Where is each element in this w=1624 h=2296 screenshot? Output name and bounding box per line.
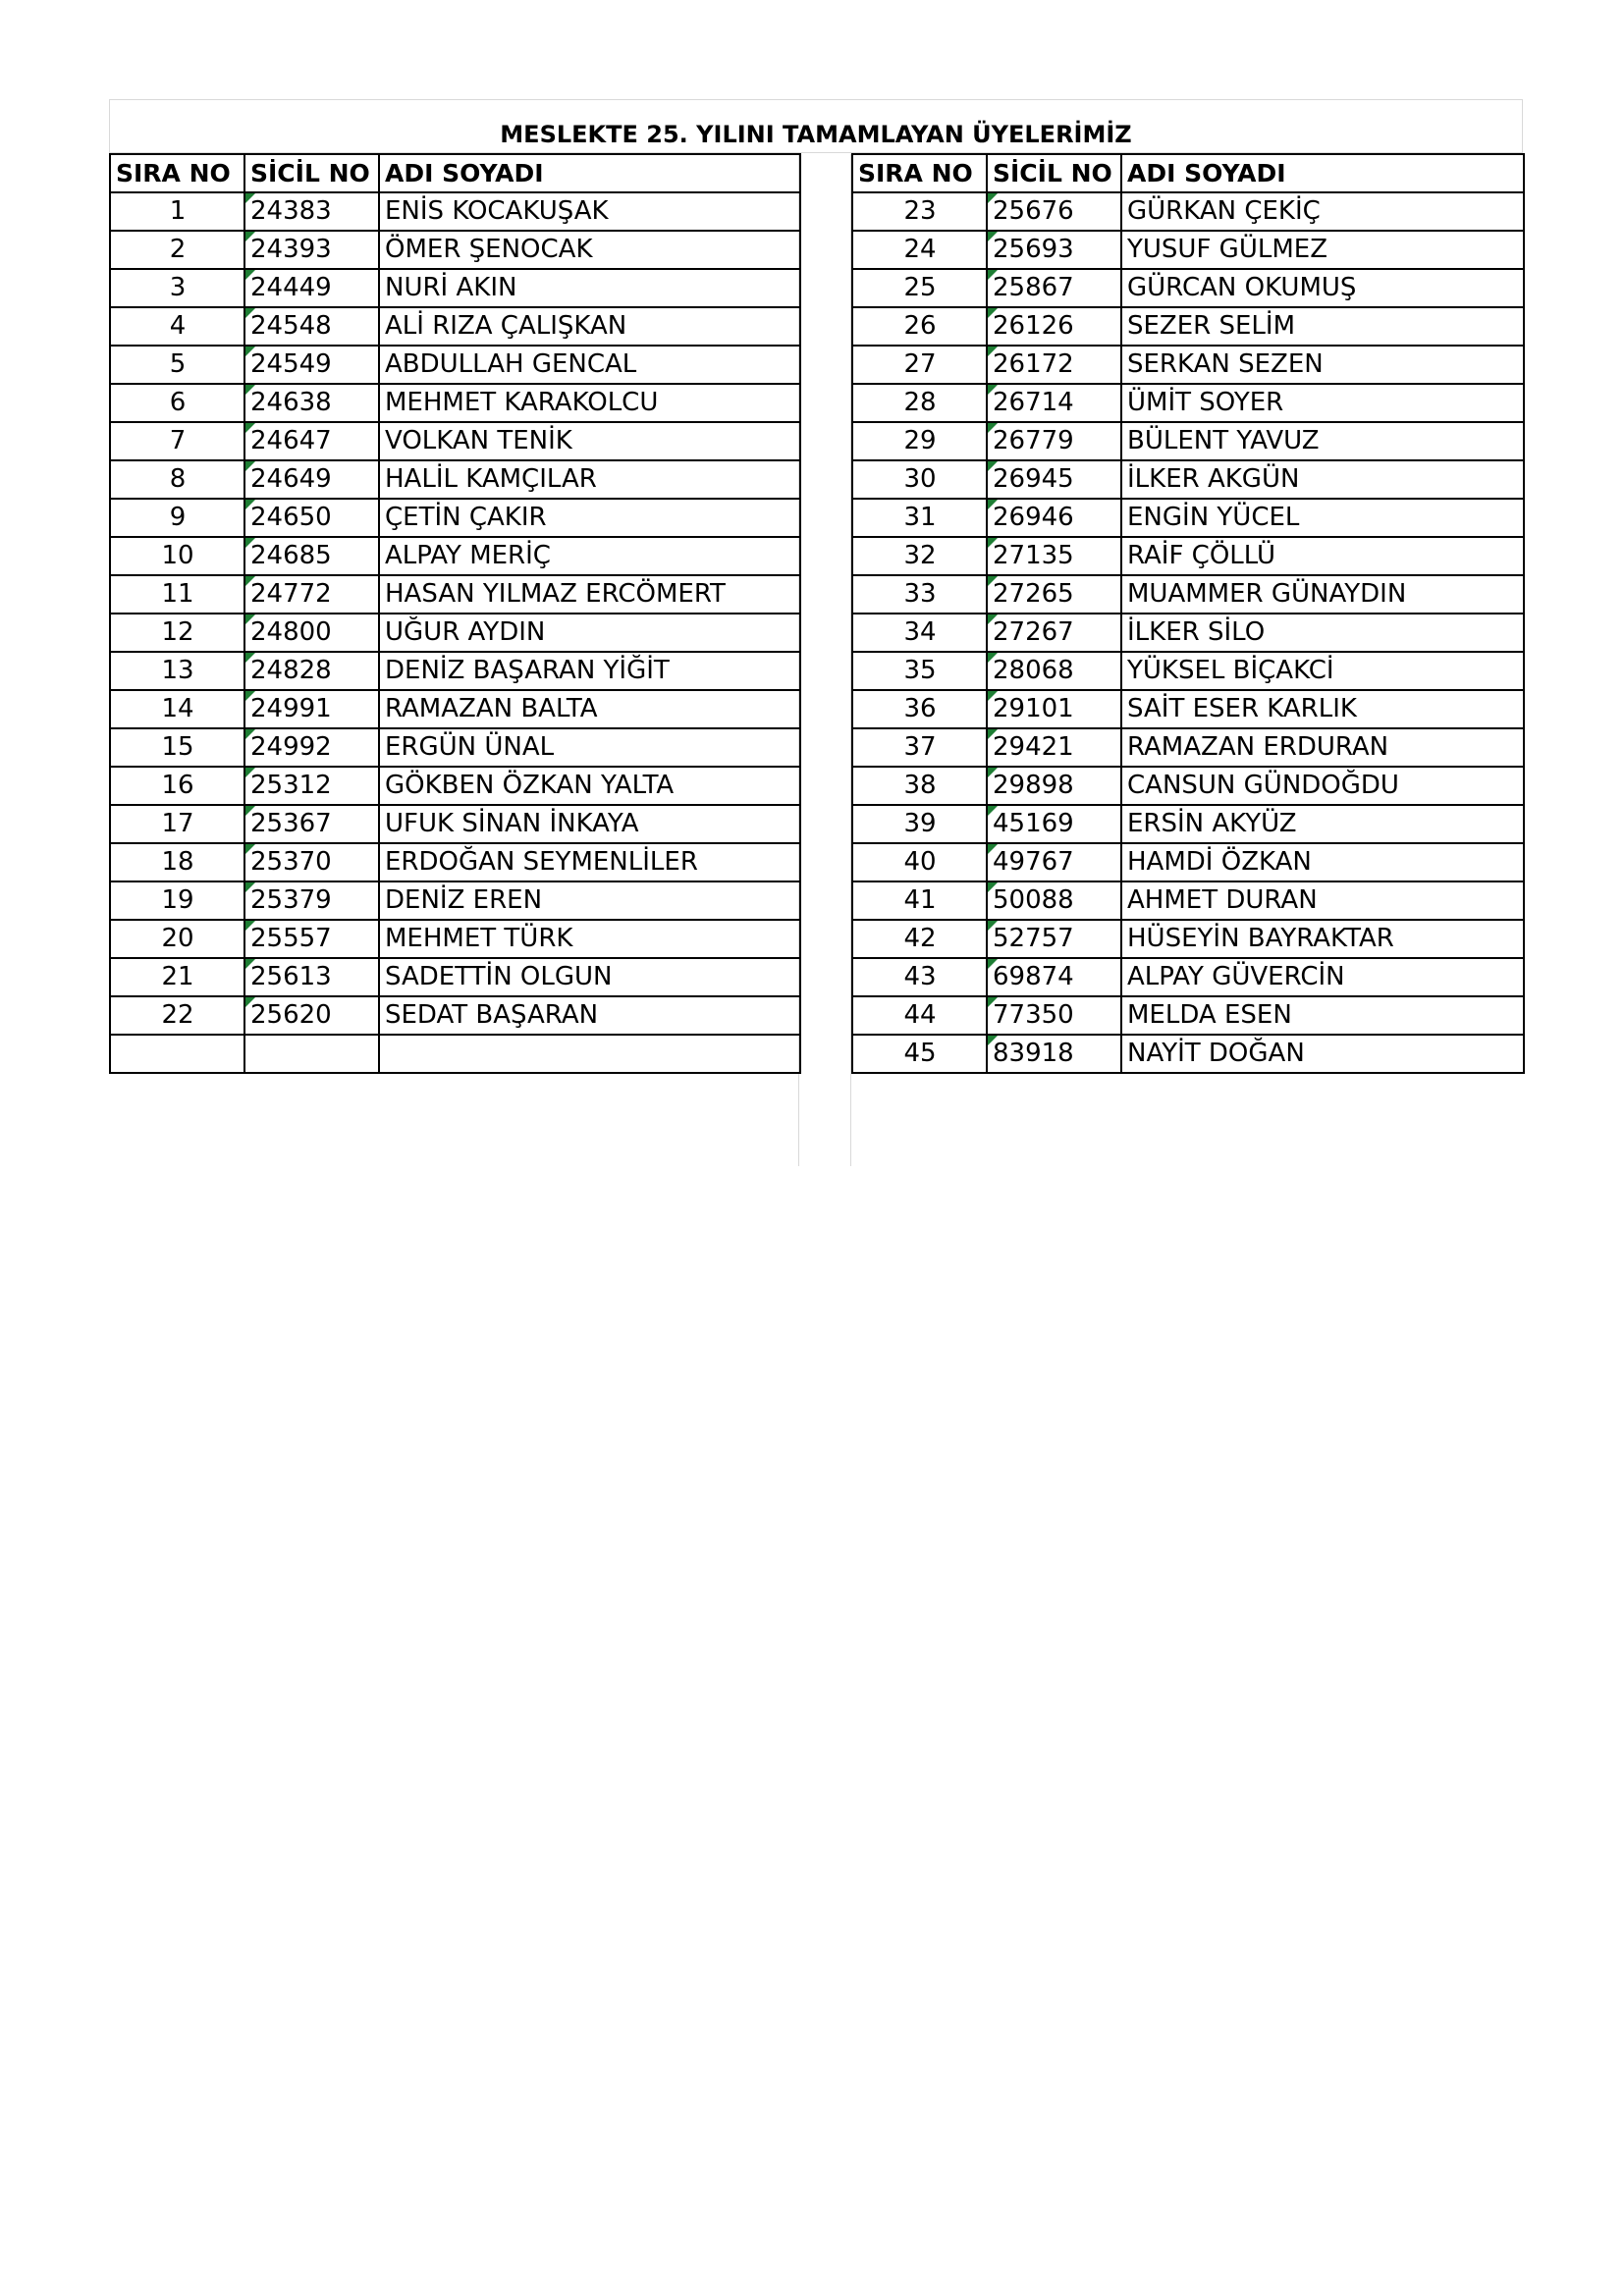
table-row [852, 192, 1524, 231]
adi-soyadi-cell: NAYİT DOĞAN [1121, 1035, 1524, 1073]
table-row [852, 384, 1524, 422]
table-row [110, 805, 800, 843]
table-row [852, 499, 1524, 537]
sicil-no-cell: 25312 [244, 767, 379, 805]
sicil-no-cell: 24772 [244, 575, 379, 614]
adi-soyadi-cell: ENGİN YÜCEL [1121, 499, 1524, 537]
sira-no-cell [110, 1035, 244, 1073]
sicil-no-cell: 50088 [987, 881, 1121, 920]
table-row [852, 652, 1524, 690]
sira-no-cell: 39 [852, 805, 987, 843]
members-table-right [851, 153, 1525, 1074]
table-row [852, 307, 1524, 346]
sicil-no-cell: 29898 [987, 767, 1121, 805]
sira-no-cell: 28 [852, 384, 987, 422]
sicil-no-cell: 24383 [244, 192, 379, 231]
sicil-no-cell [244, 1035, 379, 1073]
table-row [110, 881, 800, 920]
sira-no-cell: 10 [110, 537, 244, 575]
adi-soyadi-cell: MELDA ESEN [1121, 996, 1524, 1035]
sicil-no-cell: 27265 [987, 575, 1121, 614]
sicil-no-cell: 26714 [987, 384, 1121, 422]
table-row [110, 767, 800, 805]
sira-no-cell: 36 [852, 690, 987, 728]
sicil-no-cell: 29101 [987, 690, 1121, 728]
adi-soyadi-cell: GÜRCAN OKUMUŞ [1121, 269, 1524, 307]
sira-no-cell: 33 [852, 575, 987, 614]
table-row [110, 384, 800, 422]
sira-no-cell: 35 [852, 652, 987, 690]
adi-soyadi-cell: RAMAZAN ERDURAN [1121, 728, 1524, 767]
adi-soyadi-cell: SEZER SELİM [1121, 307, 1524, 346]
adi-soyadi-cell: ERSİN AKYÜZ [1121, 805, 1524, 843]
adi-soyadi-cell: ERDOĞAN SEYMENLİLER [379, 843, 800, 881]
adi-soyadi-cell: ÇETİN ÇAKIR [379, 499, 800, 537]
table-row [110, 1035, 800, 1073]
sira-no-cell: 21 [110, 958, 244, 996]
adi-soyadi-cell: ÖMER ŞENOCAK [379, 231, 800, 269]
adi-soyadi-cell: YÜKSEL BİÇAKCİ [1121, 652, 1524, 690]
table-row [110, 728, 800, 767]
adi-soyadi-cell: SAİT ESER KARLIK [1121, 690, 1524, 728]
sira-no-cell: 25 [852, 269, 987, 307]
adi-soyadi-cell: BÜLENT YAVUZ [1121, 422, 1524, 460]
sira-no-cell: 44 [852, 996, 987, 1035]
sicil-no-cell: 24638 [244, 384, 379, 422]
table-row [110, 269, 800, 307]
table-row [110, 958, 800, 996]
adi-soyadi-cell: ALPAY GÜVERCİN [1121, 958, 1524, 996]
sicil-no-cell: 24649 [244, 460, 379, 499]
adi-soyadi-cell: RAMAZAN BALTA [379, 690, 800, 728]
sira-no-cell: 11 [110, 575, 244, 614]
sicil-no-cell: 26172 [987, 346, 1121, 384]
adi-soyadi-cell: MEHMET KARAKOLCU [379, 384, 800, 422]
sira-no-cell: 7 [110, 422, 244, 460]
adi-soyadi-cell: İLKER SİLO [1121, 614, 1524, 652]
sicil-no-cell: 24828 [244, 652, 379, 690]
table-row [110, 231, 800, 269]
sira-no-cell: 14 [110, 690, 244, 728]
adi-soyadi-cell: HAMDİ ÖZKAN [1121, 843, 1524, 881]
table-row [110, 996, 800, 1035]
table-row [110, 192, 800, 231]
sira-no-cell: 30 [852, 460, 987, 499]
adi-soyadi-cell: SADETTİN OLGUN [379, 958, 800, 996]
adi-soyadi-cell: GÜRKAN ÇEKİÇ [1121, 192, 1524, 231]
table-row [852, 958, 1524, 996]
table-row [110, 690, 800, 728]
adi-soyadi-cell: YUSUF GÜLMEZ [1121, 231, 1524, 269]
adi-soyadi-cell: ÜMİT SOYER [1121, 384, 1524, 422]
sira-no-cell: 13 [110, 652, 244, 690]
sicil-no-cell: 24449 [244, 269, 379, 307]
sicil-no-cell: 24549 [244, 346, 379, 384]
sicil-no-cell: 28068 [987, 652, 1121, 690]
sicil-no-cell: 24992 [244, 728, 379, 767]
sira-no-cell: 3 [110, 269, 244, 307]
sicil-no-cell: 24647 [244, 422, 379, 460]
sira-no-cell: 16 [110, 767, 244, 805]
sira-no-cell: 20 [110, 920, 244, 958]
adi-soyadi-cell: CANSUN GÜNDOĞDU [1121, 767, 1524, 805]
header-sicil-no: SİCİL NO [987, 154, 1121, 192]
sira-no-cell: 24 [852, 231, 987, 269]
sira-no-cell: 22 [110, 996, 244, 1035]
table-row [852, 1035, 1524, 1073]
adi-soyadi-cell: NURİ AKIN [379, 269, 800, 307]
sicil-no-cell: 52757 [987, 920, 1121, 958]
sira-no-cell: 2 [110, 231, 244, 269]
sicil-no-cell: 25367 [244, 805, 379, 843]
sira-no-cell: 19 [110, 881, 244, 920]
table-row [852, 460, 1524, 499]
sicil-no-cell: 27135 [987, 537, 1121, 575]
table-row [852, 690, 1524, 728]
adi-soyadi-cell: ERGÜN ÜNAL [379, 728, 800, 767]
adi-soyadi-cell: ENİS KOCAKUŞAK [379, 192, 800, 231]
sicil-no-cell: 29421 [987, 728, 1121, 767]
sira-no-cell: 18 [110, 843, 244, 881]
sicil-no-cell: 25620 [244, 996, 379, 1035]
table-row [852, 881, 1524, 920]
header-row [852, 154, 1524, 192]
sicil-no-cell: 69874 [987, 958, 1121, 996]
sira-no-cell: 40 [852, 843, 987, 881]
title-row [109, 99, 1523, 153]
table-row [110, 652, 800, 690]
table-row [852, 996, 1524, 1035]
adi-soyadi-cell: RAİF ÇÖLLÜ [1121, 537, 1524, 575]
adi-soyadi-cell: HÜSEYİN BAYRAKTAR [1121, 920, 1524, 958]
sicil-no-cell: 26946 [987, 499, 1121, 537]
adi-soyadi-cell: HALİL KAMÇILAR [379, 460, 800, 499]
table-row [852, 805, 1524, 843]
adi-soyadi-cell: VOLKAN TENİK [379, 422, 800, 460]
sicil-no-cell: 26945 [987, 460, 1121, 499]
table-row [110, 920, 800, 958]
header-sira-no: SIRA NO [110, 154, 244, 192]
adi-soyadi-cell: HASAN YILMAZ ERCÖMERT [379, 575, 800, 614]
sicil-no-cell: 77350 [987, 996, 1121, 1035]
table-row [110, 614, 800, 652]
sira-no-cell: 27 [852, 346, 987, 384]
table-row [852, 843, 1524, 881]
header-adi-soyadi: ADI SOYADI [1121, 154, 1524, 192]
adi-soyadi-cell: DENİZ EREN [379, 881, 800, 920]
header-sicil-no: SİCİL NO [244, 154, 379, 192]
adi-soyadi-cell: ABDULLAH GENCAL [379, 346, 800, 384]
sira-no-cell: 31 [852, 499, 987, 537]
adi-soyadi-cell: AHMET DURAN [1121, 881, 1524, 920]
table-row [852, 422, 1524, 460]
table-row [852, 614, 1524, 652]
members-table-left [109, 153, 801, 1074]
adi-soyadi-cell: SEDAT BAŞARAN [379, 996, 800, 1035]
sira-no-cell: 6 [110, 384, 244, 422]
sira-no-cell: 8 [110, 460, 244, 499]
table-row [852, 728, 1524, 767]
adi-soyadi-cell: İLKER AKGÜN [1121, 460, 1524, 499]
table-row [852, 920, 1524, 958]
header-sira-no: SIRA NO [852, 154, 987, 192]
adi-soyadi-cell: ALPAY MERİÇ [379, 537, 800, 575]
sira-no-cell: 23 [852, 192, 987, 231]
table-row [852, 575, 1524, 614]
adi-soyadi-cell: ALİ RIZA ÇALIŞKAN [379, 307, 800, 346]
sira-no-cell: 32 [852, 537, 987, 575]
header-row [110, 154, 800, 192]
sira-no-cell: 41 [852, 881, 987, 920]
sicil-no-cell: 27267 [987, 614, 1121, 652]
sira-no-cell: 37 [852, 728, 987, 767]
sicil-no-cell: 83918 [987, 1035, 1121, 1073]
sicil-no-cell: 25867 [987, 269, 1121, 307]
sira-no-cell: 4 [110, 307, 244, 346]
adi-soyadi-cell: GÖKBEN ÖZKAN YALTA [379, 767, 800, 805]
sicil-no-cell: 25676 [987, 192, 1121, 231]
adi-soyadi-cell: DENİZ BAŞARAN YİĞİT [379, 652, 800, 690]
sicil-no-cell: 25370 [244, 843, 379, 881]
sicil-no-cell: 25557 [244, 920, 379, 958]
sicil-no-cell: 45169 [987, 805, 1121, 843]
table-row [110, 843, 800, 881]
table-row [852, 346, 1524, 384]
sicil-no-cell: 25693 [987, 231, 1121, 269]
adi-soyadi-cell [379, 1035, 800, 1073]
sicil-no-cell: 26126 [987, 307, 1121, 346]
table-row [852, 537, 1524, 575]
table-row [852, 269, 1524, 307]
sira-no-cell: 15 [110, 728, 244, 767]
adi-soyadi-cell: MUAMMER GÜNAYDIN [1121, 575, 1524, 614]
adi-soyadi-cell: MEHMET TÜRK [379, 920, 800, 958]
table-row [110, 346, 800, 384]
sira-no-cell: 26 [852, 307, 987, 346]
table-row [110, 422, 800, 460]
adi-soyadi-cell: SERKAN SEZEN [1121, 346, 1524, 384]
sira-no-cell: 29 [852, 422, 987, 460]
sicil-no-cell: 24991 [244, 690, 379, 728]
sira-no-cell: 5 [110, 346, 244, 384]
header-adi-soyadi: ADI SOYADI [379, 154, 800, 192]
sira-no-cell: 1 [110, 192, 244, 231]
sicil-no-cell: 24800 [244, 614, 379, 652]
sicil-no-cell: 25613 [244, 958, 379, 996]
table-row [110, 460, 800, 499]
sira-no-cell: 45 [852, 1035, 987, 1073]
sira-no-cell: 12 [110, 614, 244, 652]
sicil-no-cell: 49767 [987, 843, 1121, 881]
sicil-no-cell: 24393 [244, 231, 379, 269]
table-row [110, 537, 800, 575]
spacer-column [798, 154, 851, 1166]
sicil-no-cell: 25379 [244, 881, 379, 920]
table-row [852, 231, 1524, 269]
table-row [110, 499, 800, 537]
sira-no-cell: 42 [852, 920, 987, 958]
table-row [852, 767, 1524, 805]
sicil-no-cell: 26779 [987, 422, 1121, 460]
sira-no-cell: 17 [110, 805, 244, 843]
sicil-no-cell: 24548 [244, 307, 379, 346]
adi-soyadi-cell: UĞUR AYDIN [379, 614, 800, 652]
sira-no-cell: 38 [852, 767, 987, 805]
sicil-no-cell: 24650 [244, 499, 379, 537]
page-title: MESLEKTE 25. YILINI TAMAMLAYAN ÜYELERİMİZ [500, 121, 1132, 148]
sira-no-cell: 43 [852, 958, 987, 996]
sicil-no-cell: 24685 [244, 537, 379, 575]
table-row [110, 307, 800, 346]
sira-no-cell: 9 [110, 499, 244, 537]
adi-soyadi-cell: UFUK SİNAN İNKAYA [379, 805, 800, 843]
table-row [110, 575, 800, 614]
sira-no-cell: 34 [852, 614, 987, 652]
